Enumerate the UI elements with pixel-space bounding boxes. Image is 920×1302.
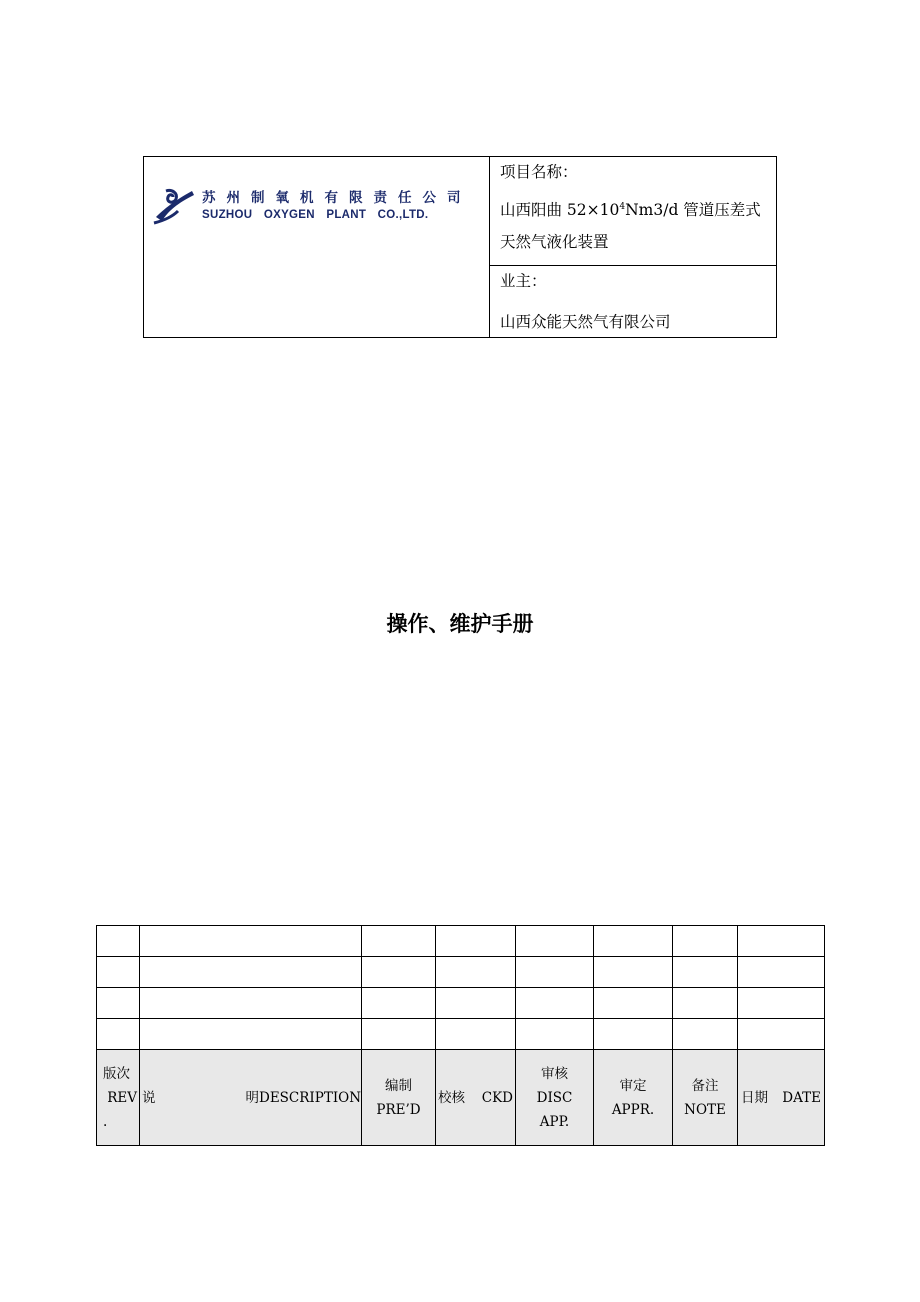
- project-label: 项目名称：: [500, 163, 578, 181]
- revision-row: [97, 957, 825, 988]
- logo-cell: [144, 157, 490, 337]
- prepared-header: 编制 PRE’D: [362, 1050, 436, 1146]
- revision-row: [97, 926, 825, 957]
- approved-header: 审定 APPR.: [594, 1050, 673, 1146]
- owner-name: 山西众能天然气有限公司: [500, 313, 671, 331]
- revision-row: [97, 988, 825, 1019]
- owner-info: [490, 266, 776, 337]
- checked-header: 校核 CKD: [436, 1050, 516, 1146]
- revision-header-row: [97, 1050, 825, 1146]
- company-logo-icon: [152, 187, 196, 225]
- date-header: 日期 DATE: [738, 1050, 825, 1146]
- project-name: 山西阳曲 $52\times 10^4Nm3/d$ 管道压差式天然气液化装置: [500, 201, 761, 251]
- project-info: [490, 157, 776, 266]
- header-table: [143, 156, 777, 338]
- description-header: 说 明 DESCRIPTION: [140, 1050, 362, 1146]
- company-name-cn: 苏州制氧机有限责任公司: [202, 189, 472, 206]
- company-logo: [152, 187, 472, 225]
- rev-header: 版次 REV .: [97, 1050, 140, 1146]
- info-cell: [490, 157, 776, 337]
- note-header: 备注 NOTE: [673, 1050, 738, 1146]
- document-title: 操作、维护手册: [386, 612, 534, 636]
- revision-row: [97, 1019, 825, 1050]
- disc-app-header: 审核 DISC APP.: [516, 1050, 594, 1146]
- company-name-en: SUZHOU OXYGEN PLANT CO.,LTD.: [202, 208, 429, 221]
- revision-table: [96, 925, 825, 1146]
- owner-label: 业主：: [500, 272, 547, 290]
